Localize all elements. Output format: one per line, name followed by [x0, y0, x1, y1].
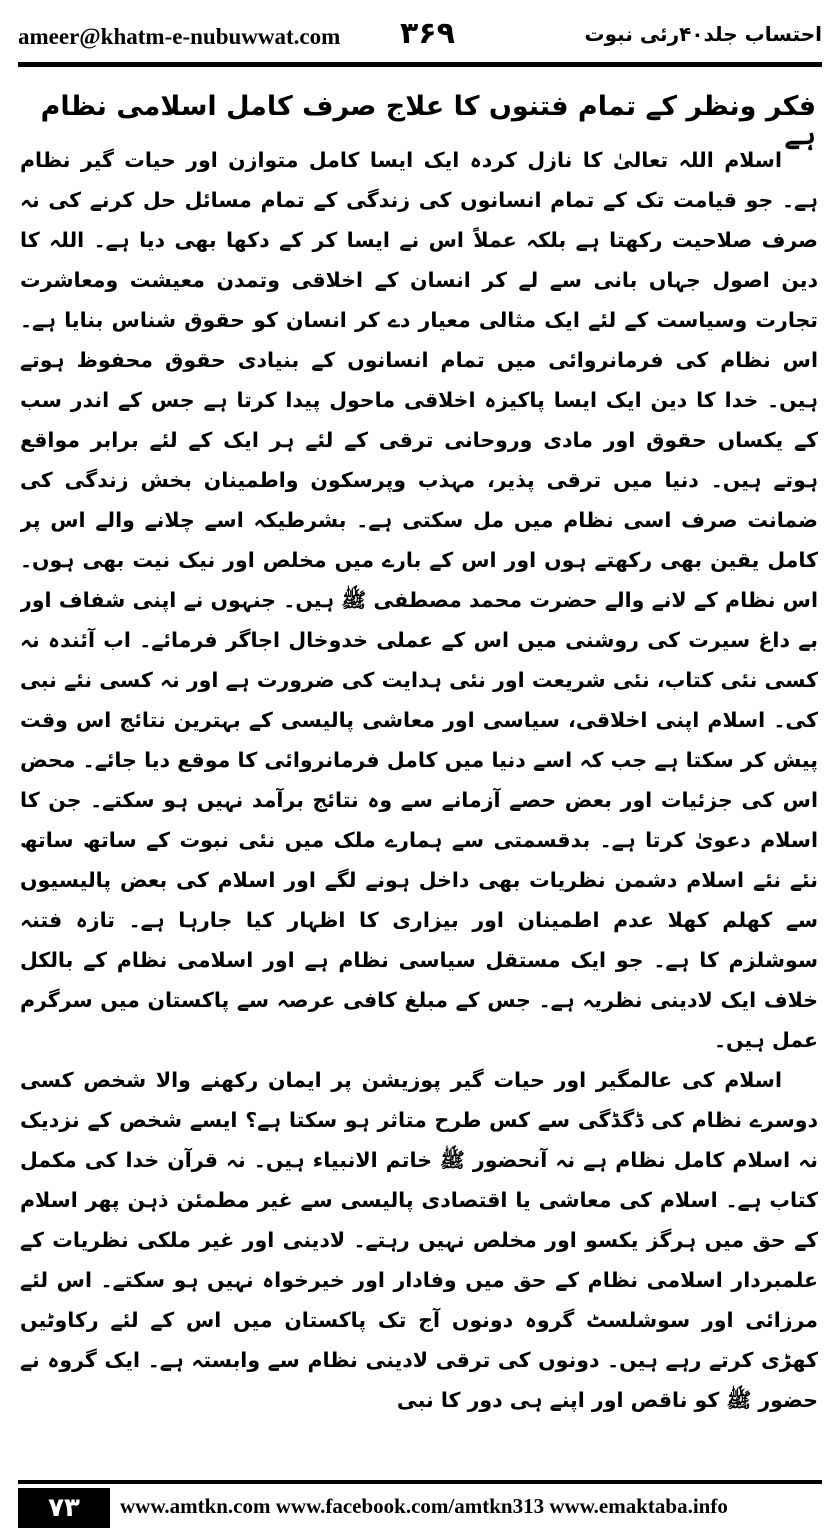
- article-paragraph-2: اسلام کی عالمگیر اور حیات گیر پوزیشن پر ایمان رکھنے والا شخص کسی دوسرے نظام کی ڈگڈگی سے کس طرح متاثر ہو سکتا ہے؟ ایسے شخص کے نزدیک نہ اسلام کامل نظام ہے نہ آنحضور ﷺ خاتم الانبیاء ہیں۔ نہ قرآن خدا کی مکمل کتاب ہے۔ اسلام کی معاشی یا اقتصادی پالیسی سے غیر مطمئن ذہن پھر اسلام کے حق میں ہرگز یکسو اور مخلص نہیں رہتے۔ لادینی اور غیر ملکی نظریات کے علمبردار اسلامی نظام کے حق میں وفادار اور خیرخواہ نہیں ہو سکتے۔ اس لئے مرزائی اور سوشلسٹ گروہ دونوں آج تک پاکستان میں اس کے لئے رکاوٹیں کھڑی کرتے رہے ہیں۔ دونوں کی ترقی لادینی نظام سے وابستہ ہے۔ ایک گروہ نے حضور ﷺ کو ناقص اور اپنے ہی دور کا نبی: [20, 1068, 818, 1412]
- header-email: ameer@khatm-e-nubuwwat.com: [18, 24, 341, 49]
- footer-rule: [18, 1480, 822, 1484]
- article-body: [20, 140, 818, 1428]
- header-page-number: ۳۶۹: [400, 16, 455, 51]
- article-heading: فکر ونظر کے تمام فتنوں کا علاج صرف کامل اسلامی نظام ہے: [40, 91, 816, 152]
- header-book-title: احتساب جلد۴۰رئی نبوت: [584, 22, 822, 46]
- page-header: [18, 18, 822, 58]
- footer-urls: www.amtkn.com www.facebook.com/amtkn313 www.emaktaba.info: [120, 1494, 728, 1518]
- header-rule: [18, 62, 822, 67]
- article-paragraph-1: اسلام اللہ تعالیٰ کا نازل کردہ ایک ایسا کامل متوازن اور حیات گیر نظام ہے۔ جو قیامت تک کے تمام انسانوں کی زندگی کے تمام مسائل حل کرنے کی نہ صرف صلاحیت رکھتا ہے بلکہ عملاً اس نے ایسا کر کے دکھا بھی دیا ہے۔ اللہ کا دین اصول جہاں بانی سے لے کر انسان کے اخلاقی وتمدن معیشت ومعاشرت تجارت وسیاست کے لئے ایک مثالی معیار دے کر انسان کو حقوق شناس بنایا ہے۔ اس نظام کی فرمانروائی میں تمام انسانوں کے بنیادی حقوق محفوظ ہوتے ہیں۔ خدا کا دین ایک ایسا پاکیزہ اخلاقی ماحول پیدا کرتا ہے جس کے اندر سب کے یکساں حقوق اور مادی وروحانی ترقی کے لئے ہر ایک کے لئے برابر مواقع ہوتے ہیں۔ دنیا میں ترقی پذیر، مہذب وپرسکون واطمینان بخش زندگی کی ضمانت صرف اسی نظام میں مل سکتی ہے۔ بشرطیکہ اسے چلانے والے اس پر کامل یقین بھی رکھتے ہوں اور اس کے بارے میں مخلص اور نیک نیت بھی ہوں۔ اس نظام کے لانے والے حضرت محمد مصطفی ﷺ ہیں۔ جنہوں نے اپنی شفاف اور بے داغ سیرت کی روشنی میں اس کے عملی خدوخال اجاگر فرمائے۔ اب آئندہ نہ کسی نئی کتاب، نئی شریعت اور نئی ہدایت کی ضرورت ہے اور نہ کسی نئے نبی کی۔ اسلام اپنی اخلاقی، سیاسی اور معاشی پالیسی کے بہترین نتائج اس وقت پیش کر سکتا ہے جب کہ اسے دنیا میں کامل فرمانروائی کا موقع دیا جائے۔ محض اس کی جزئیات اور بعض حصے آزمانے سے وہ نتائج برآمد نہیں ہو سکتے۔ جن کا اسلام دعویٰ کرتا ہے۔ بدقسمتی سے ہمارے ملک میں نئی نبوت کے ساتھ ساتھ نئے نئے اسلام دشمن نظریات بھی داخل ہونے لگے اور اسلام کی بعض پالیسیوں سے کھلم کھلا عدم اطمینان اور بیزاری کا اظہار کیا جارہا ہے۔ تازہ فتنہ سوشلزم کا ہے۔ جو ایک مستقل سیاسی نظام ہے اور اسلامی نظام کے بالکل خلاف ایک لادینی نظریہ ہے۔ جس کے مبلغ کافی عرصہ سے پاکستان میں سرگرم عمل ہیں۔: [20, 148, 818, 1052]
- footer-page-number: ۷۳: [18, 1488, 110, 1528]
